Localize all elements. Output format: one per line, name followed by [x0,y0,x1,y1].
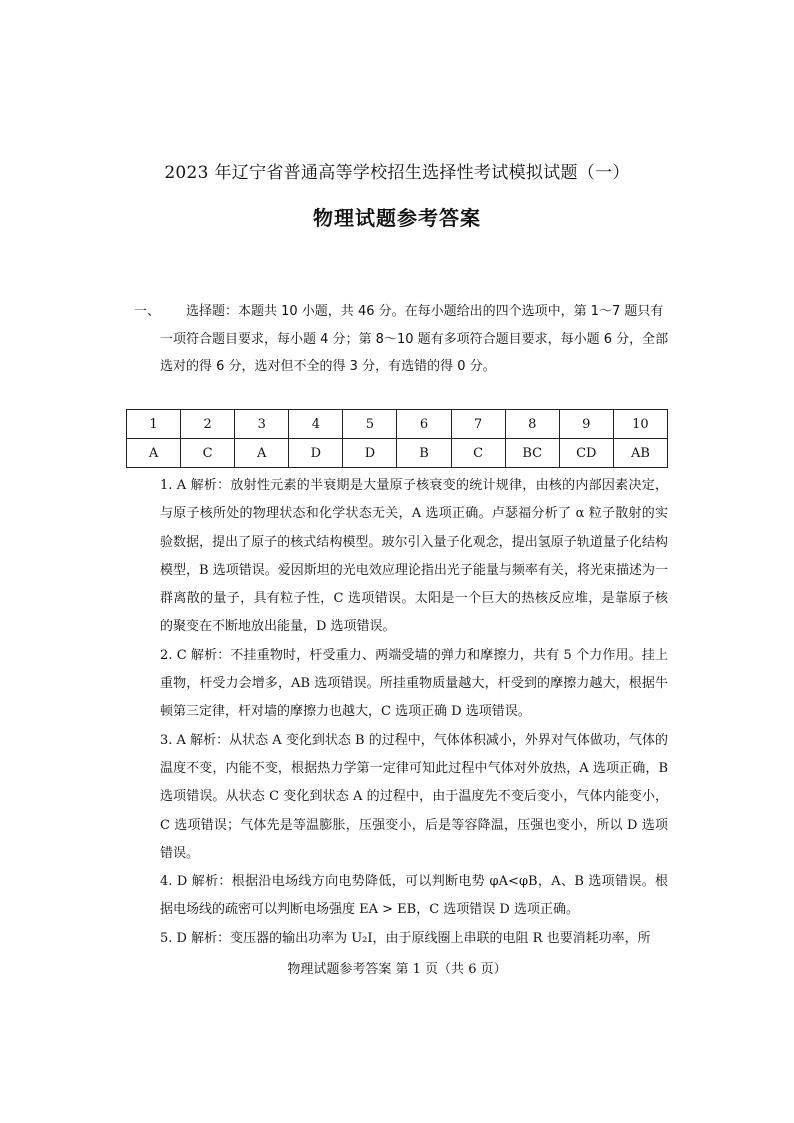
explanation-label: 4. D 解析： [160,874,232,890]
explanation-label: 3. A 解析： [160,732,230,748]
answer-cell: C [181,439,235,468]
explanation-text: 变压器的输出功率为 U₂I，由于原线圈上串联的电阻 R 也要消耗功率，所 [230,930,651,946]
question-number: 7 [451,410,505,439]
answer-table [126,409,668,468]
explanation-item [130,727,668,868]
answer-table-number-row [127,410,668,439]
page-subtitle: 物理试题参考答案 [313,206,481,230]
section-number: 一、 [134,304,161,319]
answer-cell: CD [559,439,613,468]
section-text: 选择题：本题共 10 小题，共 46 分。在每小题给出的四个选项中，第 1～7 题只有一项符合题目要求，每小题 4 分；第 8～10 题有多项符合题目要求，每小题 6 分，全部选对的得 6 分，选对但不全的得 3 分，有选错的得 0 分。 [160,304,669,374]
question-number: 6 [397,410,451,439]
page-title: 2023 年辽宁省普通高等学校招生选择性考试模拟试题（一） [164,163,630,183]
question-number: 1 [127,410,181,439]
explanation-item [130,925,668,953]
explanation-text: 根据沿电场线方向电势降低，可以判断电势 φA<φB，A、B 选项错误。根据电场线的疏密可以判断电场强度 EA > EB，C 选项错误 D 选项正确。 [160,874,669,918]
section-instructions [134,298,674,381]
explanation-item [130,868,668,925]
answer-cell: D [289,439,343,468]
question-number: 10 [613,410,667,439]
question-number: 3 [235,410,289,439]
answer-cell: C [451,439,505,468]
answer-cell: BC [505,439,559,468]
page-footer: 物理试题参考答案 第 1 页（共 6 页） [287,962,507,977]
answer-cell: D [343,439,397,468]
question-number: 5 [343,410,397,439]
explanation-label: 2. C 解析： [160,647,231,663]
question-number: 2 [181,410,235,439]
answer-table-answer-row [127,439,668,468]
answer-cell: A [235,439,289,468]
explanation-text: 从状态 A 变化到状态 B 的过程中，气体体积减小，外界对气体做功，气体的温度不变，内能不变，根据热力学第一定律可知此过程中气体对外放热，A 选项正确，B 选项错误。从状态 C 变化到状态 A 的过程中，由于温度先不变后变小，气体内能变小，C 选项错误；气体先是等温膨胀，压强变小，后是等容降温，压强也变小，所以 D 选项错误。 [160,732,668,861]
question-number: 4 [289,410,343,439]
question-number: 9 [559,410,613,439]
answer-cell: A [127,439,181,468]
explanation-text: 放射性元素的半衰期是大量原子核衰变的统计规律，由核的内部因素决定，与原子核所处的物理状态和化学状态无关，A 选项正确。卢瑟福分析了 α 粒子散射的实验数据，提出了原子的核式结构模型。玻尔引入量子化观念，提出氢原子轨道量子化结构模型，B 选项错误。爱因斯坦的光电效应理论指出光子能量与频率有关，将光束描述为一群离散的量子，具有粒子性，C 选项错误。太阳是一个巨大的热核反应堆，是靠原子核的聚变在不断地放出能量，D 选项错误。 [160,478,668,635]
answer-cell: B [397,439,451,468]
answer-cell: AB [613,439,667,468]
explanation-text: 不挂重物时，杆受重力、两端受墙的弹力和摩擦力，共有 5 个力作用。挂上重物，杆受力会增多，AB 选项错误。所挂重物质量越大，杆受到的摩擦力越大，根据牛顿第三定律，杆对墙的摩擦力也越大，C 选项正确 D 选项错误。 [160,647,668,720]
explanation-label: 1. A 解析： [160,478,231,493]
explanation-item [130,472,668,642]
question-number: 8 [505,410,559,439]
explanation-list [130,472,668,953]
explanation-item [130,642,668,727]
explanation-label: 5. D 解析： [160,930,231,946]
